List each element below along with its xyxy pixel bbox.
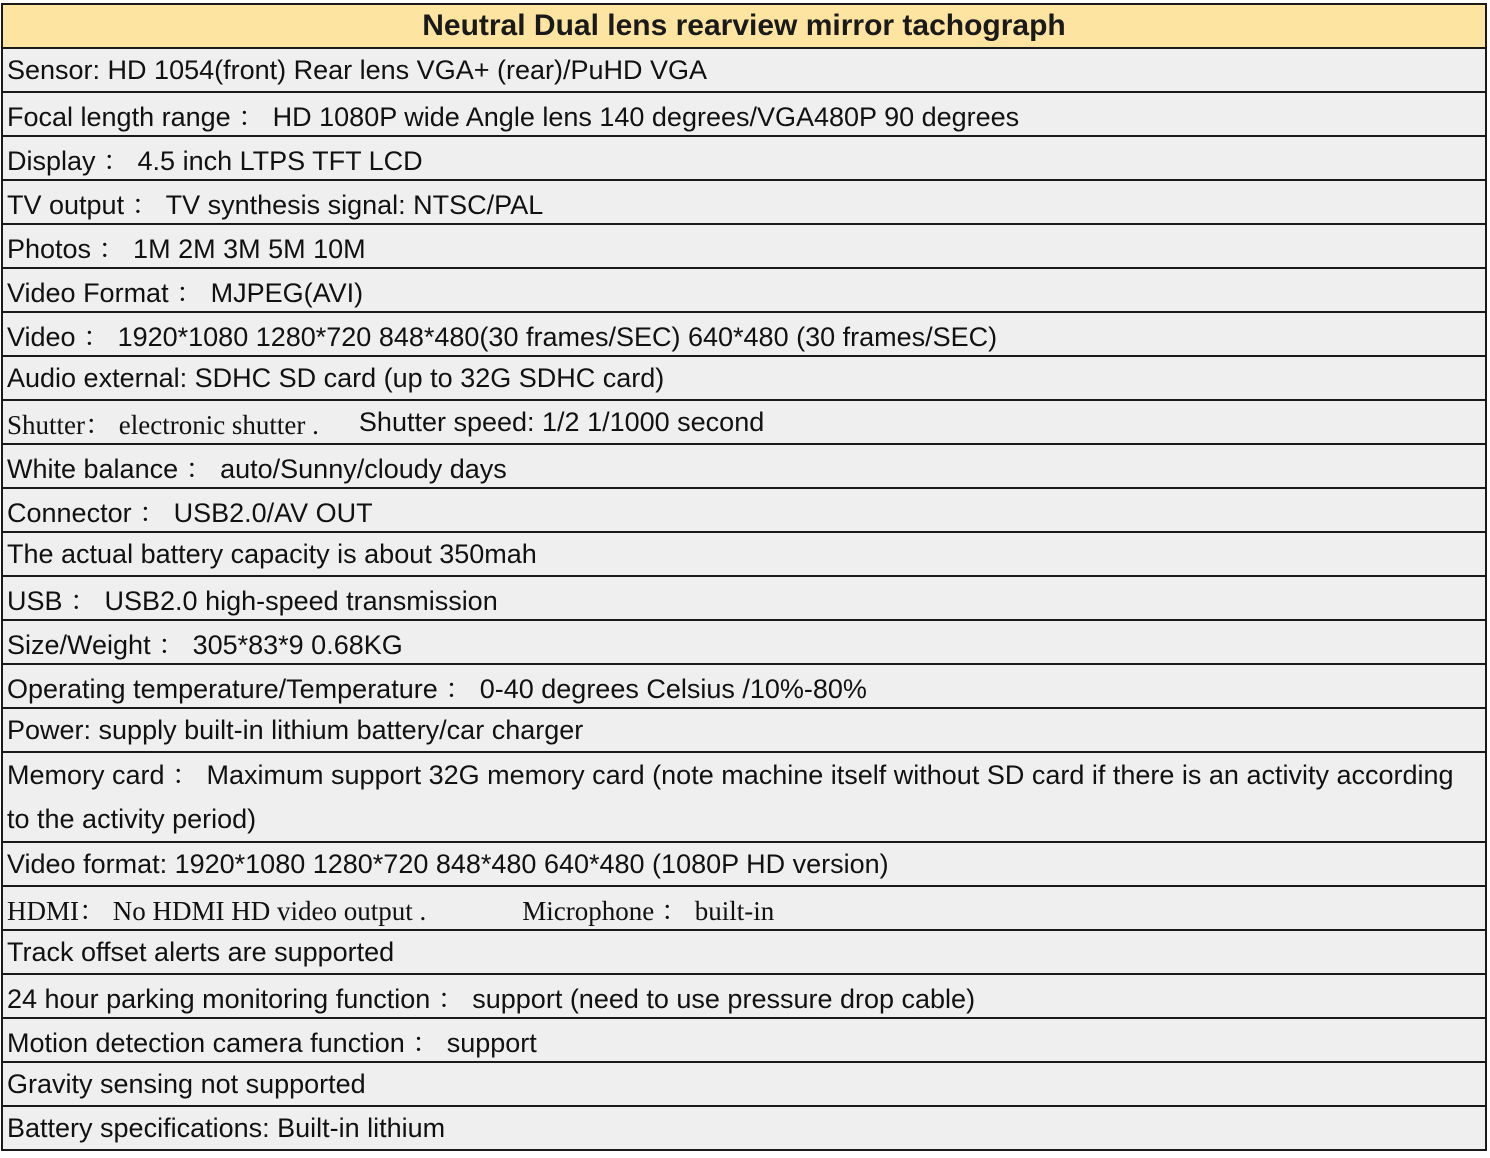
spec-row-battery-capacity: The actual battery capacity is about 350mah xyxy=(3,533,1485,577)
spec-row-sensor: Sensor: HD 1054(front) Rear lens VGA+ (rear)/PuHD VGA xyxy=(3,49,1485,93)
spec-row-video-format-hd: Video format: 1920*1080 1280*720 848*480 640*480 (1080P HD version) xyxy=(3,843,1485,887)
spec-row-parking-monitoring: 24 hour parking monitoring function ： support (need to use pressure drop cable) xyxy=(3,975,1485,1019)
spec-row-power: Power: supply built-in lithium battery/car charger xyxy=(3,709,1485,753)
spec-row-gravity-sensing: Gravity sensing not supported xyxy=(3,1063,1485,1107)
spec-row-battery-specifications: Battery specifications: Built-in lithium xyxy=(3,1107,1485,1149)
spec-row-audio-external: Audio external: SDHC SD card (up to 32G SDHC card) xyxy=(3,357,1485,401)
spec-row-hdmi xyxy=(3,887,1485,931)
spec-row-operating-temperature: Operating temperature/Temperature ： 0-40 degrees Celsius /10%-80% xyxy=(3,665,1485,709)
shutter-type: Shutter： electronic shutter . xyxy=(7,409,319,440)
spec-row-display: Display ： 4.5 inch LTPS TFT LCD xyxy=(3,137,1485,181)
spec-row-track-offset: Track offset alerts are supported xyxy=(3,931,1485,975)
spec-row-usb: USB ： USB2.0 high-speed transmission xyxy=(3,577,1485,621)
spec-table xyxy=(1,3,1487,1151)
spec-row-motion-detection: Motion detection camera function ： support xyxy=(3,1019,1485,1063)
hdmi-output: HDMI： No HDMI HD video output . xyxy=(7,895,427,926)
spec-row-focal-length: Focal length range ： HD 1080P wide Angle lens 140 degrees/VGA480P 90 degrees xyxy=(3,93,1485,137)
spec-row-video: Video ： 1920*1080 1280*720 848*480(30 frames/SEC) 640*480 (30 frames/SEC) xyxy=(3,313,1485,357)
spec-row-video-format: Video Format ： MJPEG(AVI) xyxy=(3,269,1485,313)
spec-row-memory-card: Memory card ： Maximum support 32G memory card (note machine itself without SD card if there is an activity according to the activity period) xyxy=(3,753,1485,843)
spec-row-connector: Connector ： USB2.0/AV OUT xyxy=(3,489,1485,533)
spec-row-size-weight: Size/Weight ： 305*83*9 0.68KG xyxy=(3,621,1485,665)
spec-row-tv-output: TV output ： TV synthesis signal: NTSC/PAL xyxy=(3,181,1485,225)
spec-row-photos: Photos ： 1M 2M 3M 5M 10M xyxy=(3,225,1485,269)
spec-row-shutter xyxy=(3,401,1485,445)
spec-row-white-balance: White balance ： auto/Sunny/cloudy days xyxy=(3,445,1485,489)
table-title: Neutral Dual lens rearview mirror tachograph xyxy=(3,5,1485,49)
microphone: Microphone ： built-in xyxy=(522,895,775,926)
shutter-speed: Shutter speed: 1/2 1/1000 second xyxy=(358,406,765,437)
